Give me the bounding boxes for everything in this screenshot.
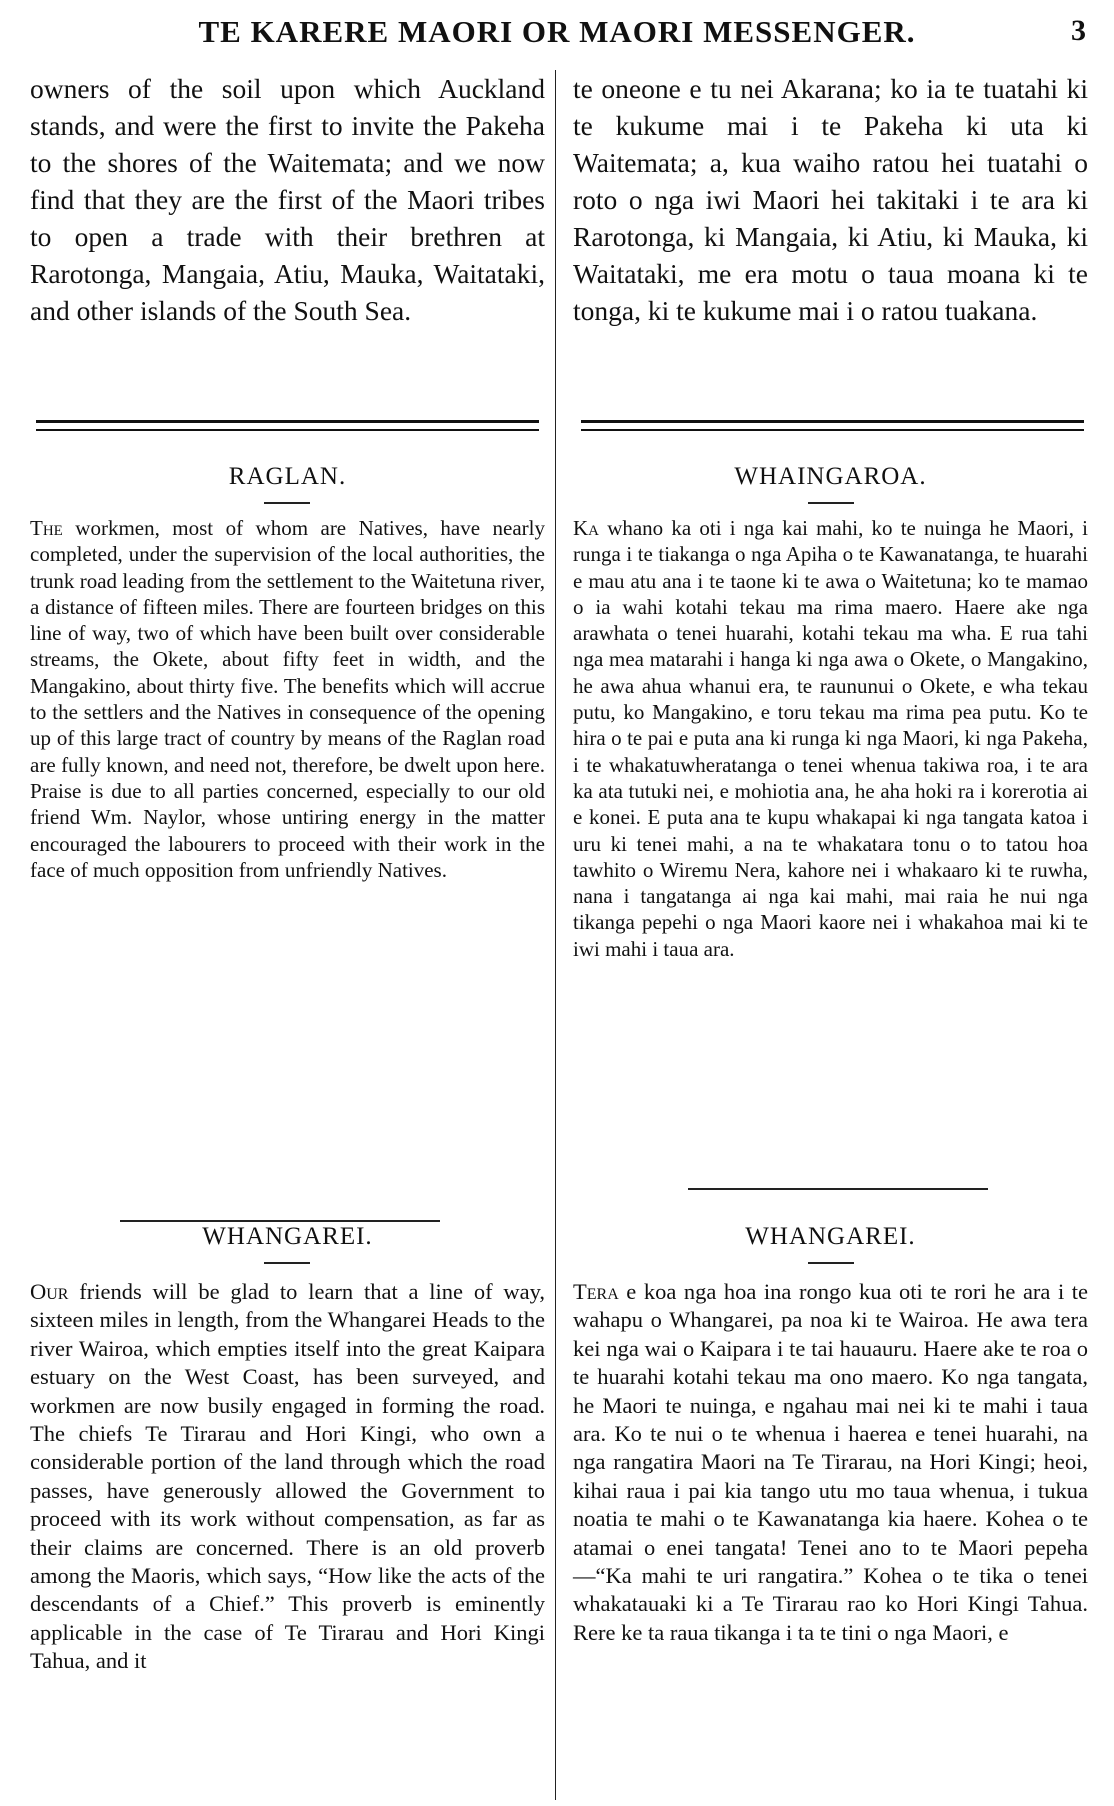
heading-rule [808,1262,854,1264]
running-head [0,14,1114,54]
raglan-column [30,515,545,883]
section-separator-right [688,1188,988,1190]
whaingaroa-paragraph [573,515,1088,962]
column-divider [555,70,556,1800]
whaingaroa-lead-word: Ka [573,516,599,540]
raglan-lead-word: The [30,516,63,540]
whangarei-english-lead-word: Our [30,1279,69,1304]
intro-english-column [30,70,545,329]
whangarei-maori-body: e koa nga hoa ina rongo kua oti te rori he ara i te wahapu o Whangarei, pa noa ki te Wairoa. He awa tera kei nga wai o Kaipara i te tai hauauru. Haere ake te roa o te huarahi kotahi tekau ma ono maero. Ko nga tangata, he Maori te nuinga, e ngahau mai nei ki te mahi i taua ara. Ko te nui o te whenua i haerea e tenei huarahi, na nga rangatira Maori na Te Tirarau, na Hori Kingi; heoi, kihai raua i pai kia tango utu mo taua whenua, i tukua noatia te mahi o te Kawanatanga kia haere. Kohea o te atamai o enei tangata! Tenei ano to te Maori pepeha—“Ka mahi te uri rangatira.” Kohea o te tika o tenei whakatauaki ki a Te Tirarau rao ko Hori Kingi Tahua. Rere ke ta raua tikanga i ta te tini o nga Maori, e [573,1279,1088,1645]
intro-maori-column [573,70,1088,329]
raglan-heading: RAGLAN. [228,463,347,490]
section-rule-left [36,420,539,431]
whaingaroa-column [573,515,1088,962]
raglan-body: workmen, most of whom are Natives, have nearly completed, under the supervision of the local authorities, the trunk road leading from the settlement to the Waitetuna river, a distance of fifteen miles. There are fourteen bridges on this line of way, two of which have been built over considerable streams, the Okete, about fifty feet in width, and the Mangakino, about thirty five. The benefits which will accrue to the settlers and the Natives in consequence of the opening up of this large tract of country by means of the Raglan road are fully known, and need not, therefore, be dwelt upon here. Praise is due to all parties concerned, especially to our old friend Wm. Naylor, whose untiring energy in the matter encouraged the labourers to proceed with their work in the face of much opposition from unfriendly Natives. [30,516,545,882]
whangarei-heading-english: WHANGAREI. [202,1223,373,1250]
raglan-paragraph [30,515,545,883]
heading-rule [264,1262,310,1264]
whangarei-english-paragraph [30,1278,545,1676]
section-rule-right [581,420,1084,431]
section-separator-left [120,1220,440,1222]
whangarei-maori-column [573,1278,1088,1647]
whangarei-english-column [30,1278,545,1676]
whangarei-maori-lead-word: Tera [573,1279,619,1304]
whaingaroa-heading: WHAINGAROA. [734,463,927,490]
whangarei-maori-paragraph [573,1278,1088,1647]
intro-english-paragraph: owners of the soil upon which Auckland stands, and were the first to invite the Pakeha to the shores of the Waitemata; and we now find that they are the first of the Maori tribes to open a trade with their brethren at Rarotonga, Mangaia, Atiu, Mauka, Waitataki, and other islands of the South Sea. [30,73,545,326]
whangarei-heading-maori: WHANGAREI. [745,1223,916,1250]
page-number: 3 [1071,14,1086,47]
heading-rule [808,502,854,504]
whangarei-english-body: friends will be glad to learn that a line of way, sixteen miles in length, from the Whangarei Heads to the river Wairoa, which empties itself into the great Kaipara estuary on the West Coast, has been surveyed, and workmen are now busily engaged in forming the road. The chiefs Te Tirarau and Hori Kingi, who own a considerable portion of the land through which the road passes, have generously allowed the Government to proceed with its work without compensation, as far as their claims are concerned. There is an old proverb among the Maoris, which says, “How like the acts of the descendants of a Chief.” This proverb is eminently applicable in the case of Te Tirarau and Hori Kingi Tahua, and it [30,1279,546,1674]
newspaper-title: TE KARERE MAORI OR MAORI MESSENGER. [198,14,916,49]
intro-maori-paragraph: te oneone e tu nei Akarana; ko ia te tuatahi ki te kukume mai i te Pakeha ki uta ki Waitemata; a, kua waiho ratou hei tuatahi o roto o nga iwi Maori hei takitaki i te ara ki Rarotonga, ki Mangaia, ki Atiu, ki Mauka, ki Waitataki, me era motu o taua moana ki te tonga, ki te kukume mai i o ratou tuakana. [573,73,1088,326]
heading-rule [264,502,310,504]
whaingaroa-body: whano ka oti i nga kai mahi, ko te nuinga he Maori, i runga i te tiakanga o nga Apiha o te Kawanatanga, te huarahi e mau atu ana i te taone ki te awa o Waitetuna; ko te mamao o ia wahi kotahi tekau ma rima maero. Haere ake nga arawhata o tenei huarahi, kotahi tekau ma wha. E rua tahi nga mea matarahi i hanga ki nga awa o Okete, o Mangakino, he awa ahua whanui era, te raununui o Okete, e wha tekau putu, ko Mangakino, e toru tekau ma rima pea putu. Ko te hira o te pai e puta ana ki runga ki nga Maori, ki nga Pakeha, i te whakatuwheratanga o tenei whenua takiwa roa, i te ara ka ata tutuki nei, e mohiotia ana, he aha hoki ra i korerotia ai e konei. E puta ana te kupu whakapai ki nga tangata katoa i uru ki tenei mahi, a na te whakatara tonu o to tatou hoa tawhito o Wiremu Nera, kahore nei i whakaaro ki te ruwha, nana i tangatanga ai nga kai mahi, mai raia he nui nga tikanga pepehi o nga Maori kaore nei i whakahoa mai ki te iwi mahi i taua ara. [573,516,1088,961]
